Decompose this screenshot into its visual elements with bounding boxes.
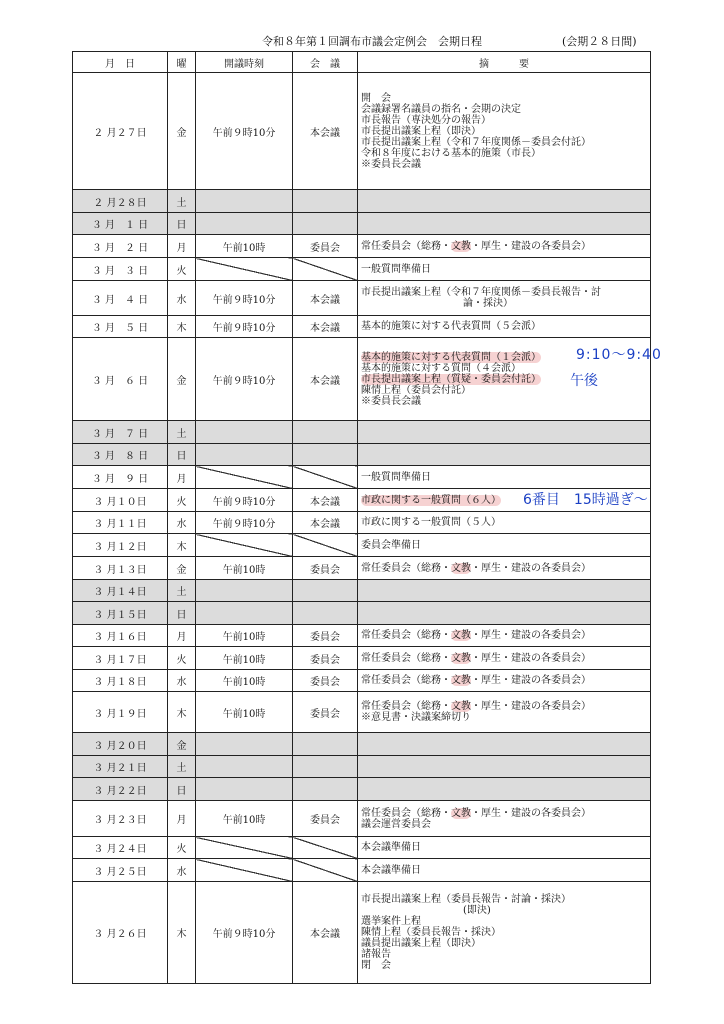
highlighted-text: 文教	[451, 240, 471, 252]
summary-cell	[358, 733, 651, 756]
meeting-type-cell	[293, 444, 358, 466]
summary-text: ※意見書・決議案締切り	[361, 712, 471, 723]
table-row	[73, 602, 651, 625]
summary-cell	[358, 801, 651, 837]
summary-text: 閉 会	[361, 960, 391, 971]
page-title: 令和８年第１回調布市議会定例会 会期日程	[262, 35, 482, 48]
table-row	[73, 190, 651, 213]
weekday-cell: 日	[168, 444, 196, 466]
date-cell: ３ 月１４日	[73, 580, 168, 602]
start-time-cell	[196, 444, 293, 466]
meeting-type-cell: 本会議	[293, 316, 358, 338]
summary-text: ・厚生・建設の各委員会）	[471, 240, 591, 252]
meeting-type-cell	[293, 602, 358, 625]
table-row	[73, 733, 651, 756]
summary-text: 常任委員会（総務・	[361, 630, 451, 641]
table-row	[73, 466, 651, 489]
summary-line	[361, 712, 650, 723]
meeting-type-cell	[293, 213, 358, 235]
summary-line	[361, 374, 650, 385]
date-cell: ２ 月２８日	[73, 190, 168, 213]
date-cell: ３ 月１７日	[73, 647, 168, 670]
date-cell: ３ 月 ３ 日	[73, 258, 168, 281]
summary-line	[361, 298, 650, 309]
weekday-cell: 月	[168, 801, 196, 837]
summary-text: 市長提出議案上程（令和７年度関係－委員長報告・討	[361, 287, 601, 298]
summary-cell	[358, 466, 651, 489]
table-row	[73, 837, 651, 859]
summary-cell	[358, 258, 651, 281]
summary-line	[361, 960, 650, 971]
highlighted-text: 文教	[451, 675, 471, 686]
summary-text: 基本的施策に対する質問（４会派）	[361, 362, 521, 374]
summary-line	[361, 865, 650, 876]
summary-line	[361, 126, 650, 137]
summary-line	[361, 675, 650, 686]
highlighted-text: 市長提出議案上程（質疑・委員会付託）	[361, 373, 541, 385]
summary-line	[361, 287, 650, 298]
summary-line	[361, 938, 650, 949]
summary-cell	[358, 602, 651, 625]
summary-text: 常任委員会（総務・	[361, 562, 451, 574]
summary-text: 開 会	[361, 92, 391, 104]
weekday-cell: 月	[168, 466, 196, 489]
summary-line	[361, 630, 650, 641]
summary-line	[361, 563, 650, 574]
summary-line	[361, 517, 650, 528]
meeting-type-cell: 本会議	[293, 512, 358, 534]
summary-cell	[358, 190, 651, 213]
summary-line	[361, 93, 650, 104]
table-row	[73, 213, 651, 235]
date-cell: ３ 月 ４ 日	[73, 281, 168, 316]
table-row	[73, 801, 651, 837]
start-time-cell: 午前10時	[196, 557, 293, 580]
start-time-cell: 午前９時10分	[196, 338, 293, 421]
summary-line	[361, 321, 650, 332]
meeting-type-cell	[293, 466, 358, 489]
meeting-type-cell	[293, 859, 358, 882]
table-row	[73, 778, 651, 801]
summary-text: 市長報告（専決処分の報告）	[361, 114, 491, 126]
date-cell: ３ 月２５日	[73, 859, 168, 882]
meeting-type-cell	[293, 778, 358, 801]
table-row	[73, 444, 651, 466]
summary-cell	[358, 281, 651, 316]
handwritten-time-note: 9:10〜9:40	[576, 347, 662, 363]
start-time-cell: 午前９時10分	[196, 882, 293, 984]
summary-text: ※委員長会議	[361, 395, 421, 407]
date-cell: ２ 月２７日	[73, 73, 168, 190]
start-time-cell	[196, 258, 293, 281]
summary-text: 諸報告	[361, 949, 391, 960]
start-time-cell	[196, 733, 293, 756]
summary-text: 常任委員会（総務・	[361, 807, 451, 819]
meeting-type-cell: 本会議	[293, 281, 358, 316]
summary-text: 会議録署名議員の指名・会期の決定	[361, 103, 521, 115]
start-time-cell: 午前10時	[196, 801, 293, 837]
highlighted-text: 文教	[451, 630, 471, 641]
weekday-cell: 火	[168, 258, 196, 281]
weekday-cell: 水	[168, 281, 196, 316]
start-time-cell: 午前10時	[196, 647, 293, 670]
summary-cell	[358, 580, 651, 602]
start-time-cell: 午前10時	[196, 670, 293, 692]
header-summary: 摘 要	[358, 52, 651, 73]
summary-cell	[358, 625, 651, 647]
summary-text: 選挙案件上程	[361, 916, 421, 927]
table-row	[73, 235, 651, 258]
meeting-type-cell: 委員会	[293, 625, 358, 647]
summary-text: 令和８年度における基本的施策（市長）	[361, 147, 541, 159]
meeting-type-cell	[293, 733, 358, 756]
summary-text: 市長提出議案上程（令和７年度関係－委員会付託）	[361, 136, 591, 148]
weekday-cell: 金	[168, 557, 196, 580]
summary-cell	[358, 859, 651, 882]
date-cell: ３ 月１９日	[73, 692, 168, 733]
meeting-type-cell: 本会議	[293, 73, 358, 190]
start-time-cell: 午前９時10分	[196, 489, 293, 512]
weekday-cell: 木	[168, 534, 196, 557]
start-time-cell: 午前10時	[196, 235, 293, 258]
summary-text: ・厚生・建設の各委員会）	[471, 807, 591, 819]
summary-text: 議員提出議案上程（即決）	[361, 938, 481, 949]
table-row	[73, 281, 651, 316]
summary-text: 市長提出議案上程（即決）	[361, 125, 481, 137]
summary-line	[361, 916, 650, 927]
weekday-cell: 日	[168, 602, 196, 625]
summary-text: ※委員長会議	[361, 158, 421, 170]
meeting-type-cell: 本会議	[293, 489, 358, 512]
summary-text: 常任委員会（総務・	[361, 240, 451, 252]
summary-line	[361, 894, 650, 905]
date-cell: ３ 月１８日	[73, 670, 168, 692]
date-cell: ３ 月 ７ 日	[73, 421, 168, 444]
meeting-type-cell: 委員会	[293, 557, 358, 580]
meeting-type-cell: 本会議	[293, 338, 358, 421]
summary-line	[361, 148, 650, 159]
start-time-cell: 午前９時10分	[196, 281, 293, 316]
summary-text: 基本的施策に対する代表質問（５会派）	[361, 321, 541, 332]
handwritten-turn-note: 6番目 15時過ぎ〜	[523, 492, 648, 508]
summary-text: ・厚生・建設の各委員会）	[471, 701, 591, 712]
summary-cell	[358, 316, 651, 338]
start-time-cell	[196, 213, 293, 235]
meeting-type-cell: 委員会	[293, 670, 358, 692]
date-cell: ３ 月１６日	[73, 625, 168, 647]
date-cell: ３ 月２６日	[73, 882, 168, 984]
start-time-cell	[196, 837, 293, 859]
weekday-cell: 土	[168, 756, 196, 778]
start-time-cell: 午前９時10分	[196, 512, 293, 534]
start-time-cell	[196, 602, 293, 625]
table-row	[73, 338, 651, 421]
start-time-cell: 午前10時	[196, 692, 293, 733]
date-cell: ３ 月１３日	[73, 557, 168, 580]
start-time-cell	[196, 580, 293, 602]
highlighted-text: 文教	[451, 807, 471, 819]
meeting-type-cell: 委員会	[293, 801, 358, 837]
meeting-type-cell	[293, 190, 358, 213]
table-row	[73, 756, 651, 778]
summary-line	[361, 653, 650, 664]
summary-line	[361, 385, 650, 396]
table-row	[73, 670, 651, 692]
summary-text: 陳情上程（委員会付託）	[361, 384, 471, 396]
summary-line	[361, 264, 650, 275]
summary-line	[361, 241, 650, 252]
summary-line	[361, 927, 650, 938]
start-time-cell: 午前９時10分	[196, 73, 293, 190]
summary-line	[361, 115, 650, 126]
summary-line	[361, 472, 650, 483]
summary-cell	[358, 882, 651, 984]
start-time-cell	[196, 421, 293, 444]
summary-cell	[358, 73, 651, 190]
summary-text: 論・採決）	[463, 298, 513, 309]
weekday-cell: 日	[168, 213, 196, 235]
summary-cell	[358, 670, 651, 692]
summary-cell	[358, 837, 651, 859]
header-meeting: 会 議	[293, 52, 358, 73]
date-cell: ３ 月１５日	[73, 602, 168, 625]
summary-text: 常任委員会（総務・	[361, 675, 451, 686]
summary-text: 常任委員会（総務・	[361, 701, 451, 712]
summary-cell	[358, 534, 651, 557]
summary-line	[361, 701, 650, 712]
summary-text: 陳情上程（委員長報告・採決）	[361, 927, 501, 938]
summary-text: ・厚生・建設の各委員会）	[471, 652, 591, 664]
date-cell: ３ 月２４日	[73, 837, 168, 859]
table-row	[73, 73, 651, 190]
header-start-time: 開議時刻	[196, 52, 293, 73]
date-cell: ３ 月２２日	[73, 778, 168, 801]
weekday-cell: 土	[168, 421, 196, 444]
weekday-cell: 土	[168, 190, 196, 213]
highlighted-text: 文教	[451, 701, 471, 712]
date-cell: ３ 月 ２ 日	[73, 235, 168, 258]
weekday-cell: 火	[168, 647, 196, 670]
date-cell: ３ 月 ６ 日	[73, 338, 168, 421]
summary-text: 一般質問準備日	[361, 263, 431, 275]
table-row	[73, 316, 651, 338]
schedule-table	[72, 51, 651, 984]
summary-text: 本会議準備日	[361, 864, 421, 876]
summary-line	[361, 819, 650, 830]
summary-text: 市長提出議案上程（委員長報告・討論・採決）	[361, 894, 571, 905]
summary-cell	[358, 557, 651, 580]
summary-cell	[358, 235, 651, 258]
start-time-cell	[196, 466, 293, 489]
weekday-cell: 火	[168, 837, 196, 859]
summary-cell	[358, 778, 651, 801]
summary-line	[361, 949, 650, 960]
session-period: (会期２８日間)	[562, 35, 637, 48]
weekday-cell: 木	[168, 882, 196, 984]
start-time-cell: 午前９時10分	[196, 316, 293, 338]
summary-line	[361, 540, 650, 551]
header-date: 月 日	[73, 52, 168, 73]
summary-line	[361, 842, 650, 853]
summary-line	[361, 104, 650, 115]
weekday-cell: 月	[168, 625, 196, 647]
weekday-cell: 木	[168, 692, 196, 733]
summary-line	[361, 137, 650, 148]
summary-line	[361, 808, 650, 819]
weekday-cell: 水	[168, 859, 196, 882]
table-row	[73, 647, 651, 670]
summary-text: 市政に関する一般質問（５人）	[361, 517, 501, 528]
meeting-type-cell	[293, 756, 358, 778]
start-time-cell	[196, 534, 293, 557]
table-row	[73, 859, 651, 882]
table-row	[73, 557, 651, 580]
table-row	[73, 421, 651, 444]
summary-cell	[358, 213, 651, 235]
summary-cell	[358, 444, 651, 466]
weekday-cell: 火	[168, 489, 196, 512]
highlighted-text: 基本的施策に対する代表質問（１会派）	[361, 351, 541, 363]
weekday-cell: 金	[168, 73, 196, 190]
summary-text: ・厚生・建設の各委員会）	[471, 562, 591, 574]
summary-cell	[358, 512, 651, 534]
summary-line	[361, 396, 650, 407]
table-row	[73, 258, 651, 281]
meeting-type-cell	[293, 534, 358, 557]
summary-line	[361, 363, 650, 374]
meeting-type-cell: 委員会	[293, 235, 358, 258]
meeting-type-cell: 委員会	[293, 692, 358, 733]
summary-text: (即決)	[463, 905, 491, 916]
meeting-type-cell: 委員会	[293, 647, 358, 670]
meeting-type-cell: 本会議	[293, 882, 358, 984]
meeting-type-cell	[293, 421, 358, 444]
meeting-type-cell	[293, 580, 358, 602]
start-time-cell: 午前10時	[196, 625, 293, 647]
weekday-cell: 木	[168, 316, 196, 338]
highlighted-text: 文教	[451, 562, 471, 574]
table-row	[73, 512, 651, 534]
weekday-cell: 金	[168, 338, 196, 421]
meeting-type-cell	[293, 837, 358, 859]
weekday-cell: 日	[168, 778, 196, 801]
weekday-cell: 月	[168, 235, 196, 258]
date-cell: ３ 月１２日	[73, 534, 168, 557]
header-weekday: 曜	[168, 52, 196, 73]
weekday-cell: 水	[168, 670, 196, 692]
date-cell: ３ 月２０日	[73, 733, 168, 756]
date-cell: ３ 月２１日	[73, 756, 168, 778]
weekday-cell: 水	[168, 512, 196, 534]
summary-cell	[358, 756, 651, 778]
summary-text: 一般質問準備日	[361, 471, 431, 483]
table-row	[73, 625, 651, 647]
highlighted-text: 市政に関する一般質問（６人）	[361, 494, 501, 506]
date-cell: ３ 月１１日	[73, 512, 168, 534]
summary-cell	[358, 692, 651, 733]
start-time-cell	[196, 190, 293, 213]
summary-text: 常任委員会（総務・	[361, 652, 451, 664]
date-cell: ３ 月２３日	[73, 801, 168, 837]
start-time-cell	[196, 859, 293, 882]
meeting-type-cell	[293, 258, 358, 281]
weekday-cell: 金	[168, 733, 196, 756]
start-time-cell	[196, 778, 293, 801]
table-row	[73, 882, 651, 984]
summary-text: ・厚生・建設の各委員会）	[471, 630, 591, 641]
summary-text: 議会運営委員会	[361, 818, 431, 830]
summary-line	[361, 905, 650, 916]
weekday-cell: 土	[168, 580, 196, 602]
date-cell: ３ 月 ８ 日	[73, 444, 168, 466]
highlighted-text: 文教	[451, 652, 471, 664]
handwritten-afternoon-note: 午後	[570, 373, 598, 389]
date-cell: ３ 月 ５ 日	[73, 316, 168, 338]
start-time-cell	[196, 756, 293, 778]
table-row	[73, 534, 651, 557]
date-cell: ３ 月 ９ 日	[73, 466, 168, 489]
summary-text: 委員会準備日	[361, 539, 421, 551]
summary-cell	[358, 647, 651, 670]
summary-line	[361, 159, 650, 170]
summary-text: 本会議準備日	[361, 842, 421, 853]
date-cell: ３ 月 １ 日	[73, 213, 168, 235]
summary-cell	[358, 421, 651, 444]
table-row	[73, 580, 651, 602]
date-cell: ３ 月１０日	[73, 489, 168, 512]
summary-text: ・厚生・建設の各委員会）	[471, 675, 591, 686]
table-header-row	[73, 52, 651, 73]
table-row	[73, 692, 651, 733]
